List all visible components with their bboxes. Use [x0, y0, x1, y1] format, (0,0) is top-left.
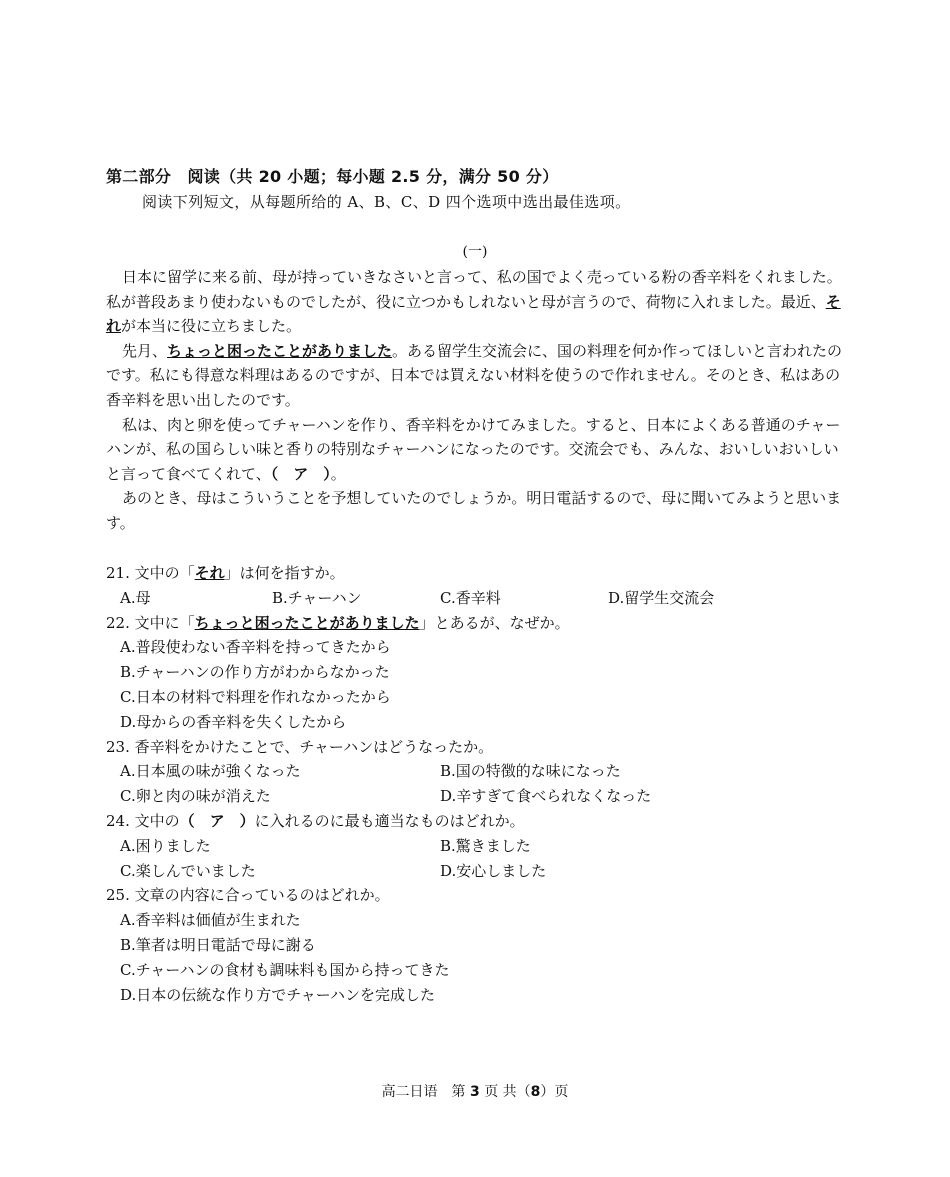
option-c: C.卵と肉の味が消えた — [120, 787, 271, 806]
passage-paragraph-1 — [106, 265, 848, 339]
option-b: B.チャーハン — [272, 588, 362, 607]
option-c: C.香辛料 — [440, 588, 501, 607]
text-span: が本当に役に立ちました。 — [121, 317, 302, 336]
option-a: A.困りました — [120, 836, 211, 855]
passage-paragraph-4: あのとき、母はこういうことを予想していたのでしょうか。明日電話するので、母に聞いてみようと思います。 — [106, 489, 842, 532]
question-stem: 」とあるが、なぜか。 — [419, 613, 570, 632]
option-a: A.香辛料は価値が生まれた — [120, 911, 301, 930]
question-24 — [106, 809, 848, 834]
passage-paragraph-2 — [106, 339, 848, 413]
question-22-option-c — [106, 685, 848, 710]
question-25-option-a — [106, 908, 848, 933]
option-d: D.安心しました — [440, 861, 547, 880]
option-a: A.普段使わない香辛料を持ってきたから — [120, 638, 391, 657]
option-d: D.留学生交流会 — [608, 588, 715, 607]
option-d: D.日本の伝統な作り方でチャーハンを完成した — [120, 985, 436, 1004]
text-span: 。 — [330, 464, 346, 483]
underlined-ref: ちょっと困ったことがありました — [194, 613, 420, 632]
question-23-options-cd — [106, 784, 848, 809]
footer-text: 页 共（ — [479, 1084, 531, 1100]
footer-text: ）页 — [540, 1084, 569, 1100]
total-pages: 8 — [530, 1084, 541, 1100]
text-span: 私は、肉と卵を使ってチャーハンを作り、香辛料をかけてみました。すると、日本によくある普通のチャーハンが、私の国らしい味と香りの特別なチャーハンになったのです。交流会でも、みんな、おいしいおいしいと言って食べてくれて、 — [106, 415, 841, 483]
blank-a: （ ア ） — [270, 464, 331, 483]
passage-number: (一) — [462, 244, 488, 260]
underlined-phrase: ちょっと困ったことがありました — [167, 341, 393, 360]
question-list — [106, 561, 848, 1007]
question-stem: 」は何を指すか。 — [224, 564, 345, 582]
option-c: C.楽しんでいました — [120, 861, 256, 880]
section-instruction: 阅读下列短文，从每题所给的 A、B、C、D 四个选项中选出最佳选项。 — [142, 193, 631, 211]
text-span: 日本に留学に来る前、母が持っていきなさいと言って、私の国でよく売っている粉の香辛料をくれました。私が普段あまり使わないものでしたが、役に立つかもしれないと母が言うので、荷物に入れました。最近、 — [106, 268, 842, 311]
question-stem: に入れるのに最も適当なものはどれか。 — [254, 811, 525, 830]
footer-text: 高二日语 第 — [381, 1084, 471, 1100]
question-22-option-d — [106, 710, 848, 735]
question-21-options — [106, 586, 848, 611]
option-a: A.母 — [120, 588, 151, 607]
question-25: 25. 文章の内容に合っているのはどれか。 — [106, 886, 390, 905]
question-24-options-ab — [106, 834, 848, 859]
option-b: B.筆者は明日電話で母に謝る — [120, 935, 316, 954]
question-24-options-cd — [106, 859, 848, 884]
page-number: 3 — [470, 1084, 480, 1100]
option-c: C.チャーハンの食材も調味料も国から持ってきた — [120, 960, 450, 979]
option-b: B.国の特徴的な味になった — [440, 762, 621, 781]
text-span: 先月、 — [122, 341, 168, 360]
question-25-option-d — [106, 983, 848, 1008]
question-23: 23. 香辛料をかけたことで、チャーハンはどうなったか。 — [106, 737, 494, 756]
question-22 — [106, 611, 848, 636]
question-25-option-c — [106, 958, 848, 983]
option-d: D.母からの香辛料を失くしたから — [120, 712, 347, 731]
text-span: 。ある留学生交流会に、国の料理を何か作ってほしいと言われたのです。私にも得意な料理はあるのですが、日本では買えない材料を使うので作れません。そのとき、私はあの香辛料を思い出したのです。 — [106, 341, 843, 409]
option-b: B.チャーハンの作り方がわからなかった — [120, 663, 390, 682]
question-stem: 21. 文中の「 — [106, 564, 195, 582]
reading-passage — [106, 265, 848, 536]
question-stem: 22. 文中に「 — [106, 613, 195, 632]
section-title: 第二部分 阅读（共 20 小题；每小题 2.5 分，满分 50 分） — [106, 167, 559, 186]
option-d: D.辛すぎて食べられなくなった — [440, 787, 652, 806]
question-25-option-b — [106, 933, 848, 958]
question-22-option-a — [106, 635, 848, 660]
passage-paragraph-3 — [106, 413, 848, 487]
question-23-options-ab — [106, 759, 848, 784]
blank-a: （ ア ） — [179, 811, 255, 830]
question-stem: 24. 文中の — [106, 811, 180, 830]
page-footer — [0, 1081, 950, 1101]
underlined-ref: それ — [194, 564, 225, 582]
question-21 — [106, 561, 848, 586]
underlined-sore: それ — [106, 292, 841, 336]
option-c: C.日本の材料で料理を作れなかったから — [120, 687, 391, 706]
question-22-option-b — [106, 660, 848, 685]
option-b: B.驚きました — [440, 836, 531, 855]
option-a: A.日本風の味が強くなった — [120, 762, 301, 781]
